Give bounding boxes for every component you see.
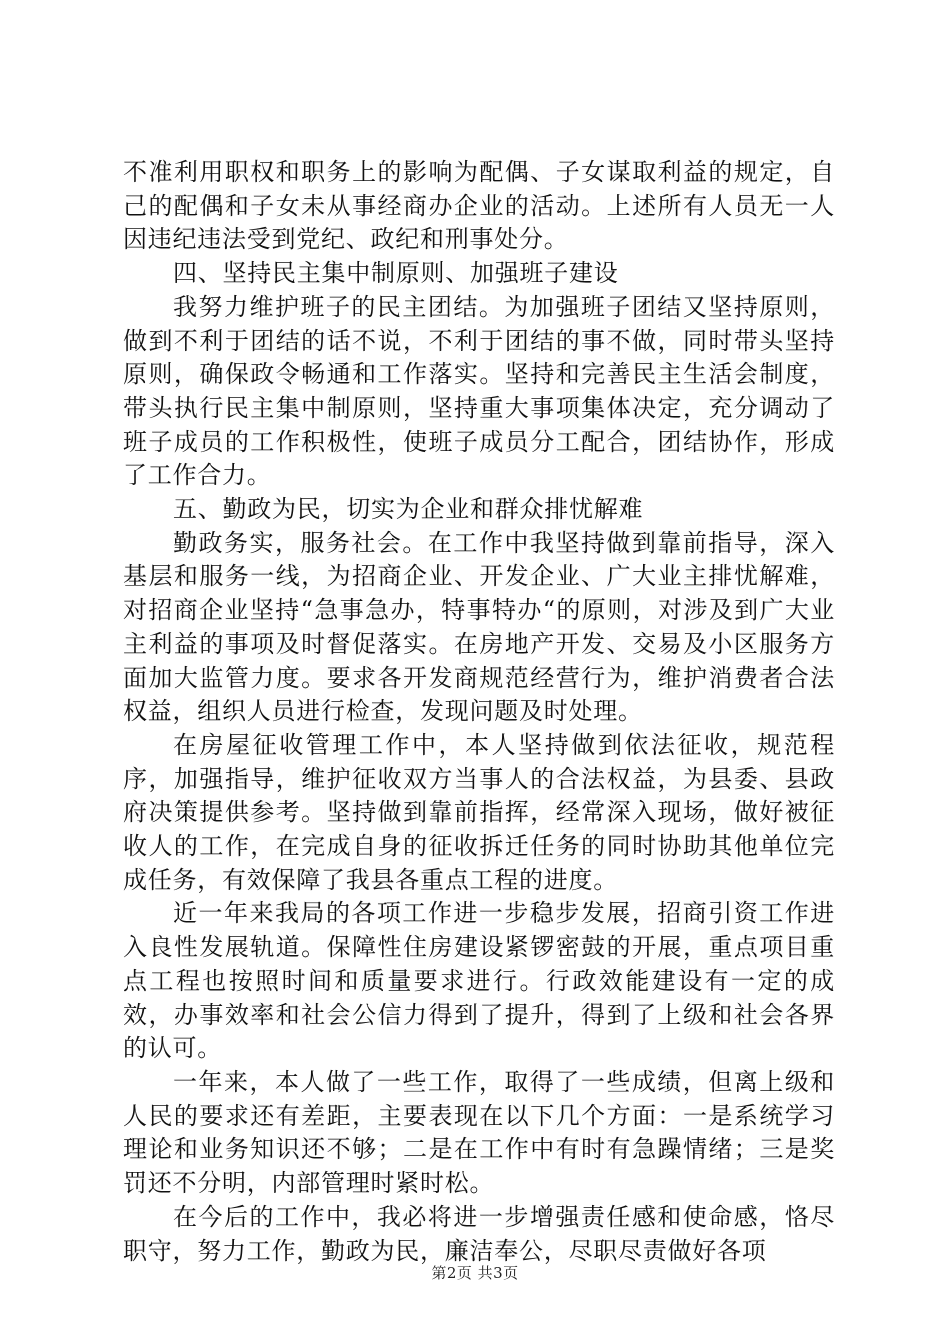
- paragraph-2: 我努力维护班子的民主团结。为加强班子团结又坚持原则，做到不利于团结的话不说，不利于团结的事不做，同时带头坚持原则，确保政令畅通和工作落实。坚持和完善民主生活会制度，带头执行民主集中制原则，坚持重大事项集体决定，充分调动了班子成员的工作积极性，使班子成员分工配合，团结协作，形成了工作合力。: [123, 292, 835, 490]
- section-heading-5: 五、勤政为民，切实为企业和群众排忧解难: [173, 495, 644, 524]
- document-body: [123, 156, 835, 1268]
- section-heading-4: 四、坚持民主集中制原则、加强班子建设: [173, 259, 619, 288]
- paragraph-1: 不准利用职权和职务上的影响为配偶、子女谋取利益的规定，自己的配偶和子女未从事经商办企业的活动。上述所有人员无一人因违纪违法受到党纪、政纪和刑事处分。: [123, 158, 835, 254]
- paragraph-4: 在房屋征收管理工作中，本人坚持做到依法征收，规范程序，加强指导，维护征收双方当事人的合法权益，为县委、县政府决策提供参考。坚持做到靠前指挥，经常深入现场，做好被征收人的工作，在完成自身的征收拆迁任务的同时协助其他单位完成任务，有效保障了我县各重点工程的进度。: [123, 730, 835, 894]
- paragraph-3: 勤政务实，服务社会。在工作中我坚持做到靠前指导，深入基层和服务一线，为招商企业、开发企业、广大业主排忧解难，对招商企业坚持“急事急办，特事特办“的原则，对涉及到广大业主利益的事项及时督促落实。在房地产开发、交易及小区服务方面加大监管力度。要求各开发商规范经营行为，维护消费者合法权益，组织人员进行检查，发现问题及时处理。: [123, 528, 835, 726]
- paragraph-5: 近一年来我局的各项工作进一步稳步发展，招商引资工作进入良性发展轨道。保障性住房建设紧锣密鼓的开展，重点项目重点工程也按照时间和质量要求进行。行政效能建设有一定的成效，办事效率和社会公信力得到了提升，得到了上级和社会各界的认可。: [123, 899, 835, 1063]
- paragraph-6: 一年来，本人做了一些工作，取得了一些成绩，但离上级和人民的要求还有差距，主要表现在以下几个方面：一是系统学习理论和业务知识还不够；二是在工作中有时有急躁情绪；三是奖罚还不分明，内部管理时紧时松。: [123, 1067, 835, 1198]
- paragraph-7: 在今后的工作中，我必将进一步增强责任感和使命感，恪尽职守，努力工作，勤政为民，廉洁奉公，尽职尽责做好各项: [123, 1202, 835, 1265]
- page-footer: 第2页 共3页: [431, 1264, 519, 1282]
